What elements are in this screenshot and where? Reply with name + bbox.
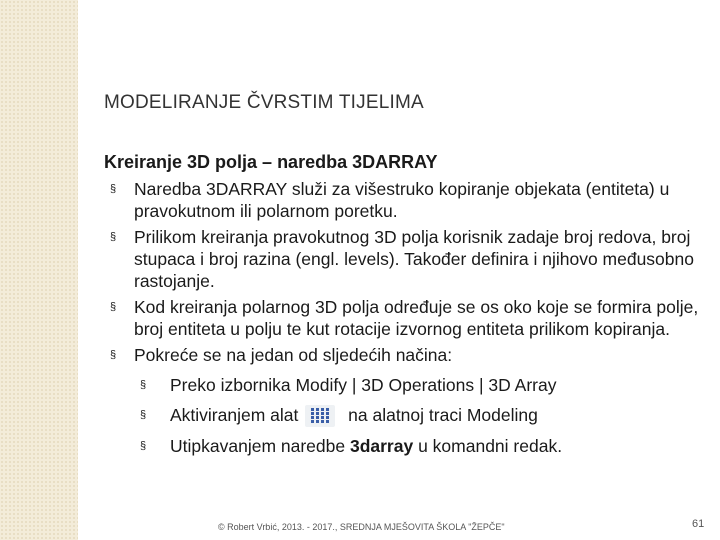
- sub-bullet-text: Utipkavanjem naredbe: [170, 436, 350, 457]
- footer-copyright: © Robert Vrbić, 2013. - 2017., SREDNJA MJEŠOVITA ŠKOLA "ŽEPČE": [218, 522, 505, 532]
- bullet-item: [104, 296, 710, 340]
- bullet-marker: §: [140, 440, 147, 453]
- sub-bullet-text: Preko izbornika Modify | 3D Operations | 3D Array: [170, 375, 557, 395]
- bullet-text: Kod kreiranja polarnog 3D polja određuje se os oko koje se formira polje, broj entiteta u polju te kut rotacije izvornog entiteta prilikom kopiranja.: [134, 297, 699, 339]
- bullet-marker: §: [110, 183, 117, 195]
- sub-bullet-text: u komandni redak.: [413, 436, 563, 457]
- slide-content: [104, 150, 710, 457]
- slide-title: MODELIRANJE ČVRSTIM TIJELIMA: [104, 92, 424, 113]
- bullet-marker: §: [110, 231, 117, 243]
- bullet-marker: §: [140, 379, 147, 391]
- bullet-item: [104, 344, 710, 366]
- sub-bullet-item: [104, 374, 710, 396]
- bullet-marker: §: [110, 349, 117, 361]
- section-heading: Kreiranje 3D polja – naredba 3DARRAY: [104, 152, 438, 172]
- bullet-marker: §: [110, 301, 117, 313]
- bullet-marker: §: [140, 409, 147, 421]
- sub-bullet-item: [104, 435, 710, 457]
- command-name: 3darray: [349, 436, 414, 457]
- 3darray-tool-icon: [305, 405, 335, 427]
- page-number: 61: [692, 518, 705, 530]
- bullet-text: Naredba 3DARRAY služi za višestruko kopiranje objekata (entiteta) u pravokutnom ili polarnom poretku.: [134, 179, 670, 221]
- sub-bullet-text: na alatnoj traci Modeling: [348, 405, 538, 425]
- decorative-side-strip: [0, 0, 78, 540]
- bullet-text: Pokreće se na jedan od sljedećih načina:: [134, 345, 453, 365]
- sub-bullet-item: [104, 404, 710, 427]
- bullet-item: [104, 226, 710, 292]
- bullet-text: Prilikom kreiranja pravokutnog 3D polja korisnik zadaje broj redova, broj stupaca i broj razina (engl. levels). Također definira i njihovo međusobno rastojanje.: [134, 227, 694, 291]
- bullet-item: [104, 178, 710, 222]
- sub-bullet-text: Aktiviranjem alat: [170, 405, 299, 425]
